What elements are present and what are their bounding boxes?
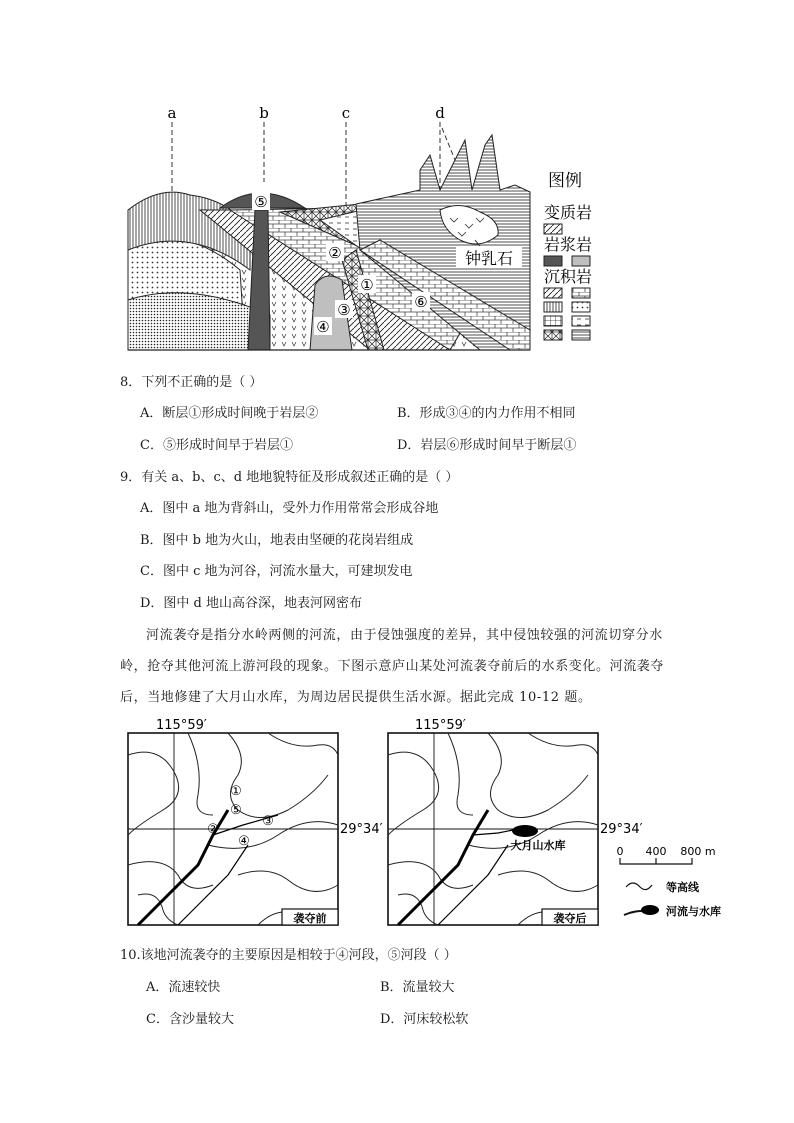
map-before-latitude: 29°34′ — [340, 822, 383, 837]
mark-4: ④ — [316, 318, 330, 336]
legend-sedimentary: 沉积岩 — [543, 267, 593, 286]
q8-stem: 8．下列不正确的是（ ） — [120, 375, 263, 390]
map-before-label: 袭夺前 — [293, 912, 327, 925]
label-d: d — [435, 104, 445, 122]
q10-option-d[interactable]: D．河床较松软 — [380, 1012, 469, 1027]
label-a: a — [167, 104, 177, 122]
scale-end: 800 m — [680, 845, 716, 858]
legend-igneous: 岩浆岩 — [543, 235, 593, 254]
geologic-cross-section — [120, 100, 620, 360]
scale-zero: 0 — [616, 845, 624, 858]
q8-option-d[interactable]: D．岩层⑥形成时间早于断层① — [397, 438, 577, 453]
map-before — [128, 718, 338, 925]
scale-bar — [617, 845, 716, 864]
q9-option-b[interactable]: B．图中 b 地为火山，地表由坚硬的花岗岩组成 — [140, 533, 414, 548]
q8-option-b[interactable]: B．形成③④的内力作用不相同 — [397, 406, 576, 421]
q8-option-c[interactable]: C．⑤形成时间早于岩层① — [140, 438, 293, 453]
passage-line-1: 河流袭夺是指分水岭两侧的河流，由于侵蚀强度的差异，其中侵蚀较强的河流切穿分水 — [146, 628, 663, 643]
q10-option-b[interactable]: B．流量较大 — [380, 980, 455, 995]
map-after-latitude: 29°34′ — [600, 822, 643, 837]
map-mark-1: ① — [230, 784, 242, 799]
map-before-longitude: 115°59′ — [156, 718, 207, 733]
reservoir-label: 大月山水库 — [510, 839, 566, 852]
mark-3: ③ — [337, 301, 351, 319]
mark-2: ② — [328, 244, 342, 262]
stalactite-label: 钟乳石 — [464, 249, 514, 268]
passage-line-2: 岭，抢夺其他河流上游河段的现象。下图示意庐山某处河流袭夺前后的水系变化。河流袭夺 — [120, 659, 665, 674]
legend — [544, 171, 592, 340]
q10-option-a[interactable]: A．流速较快 — [146, 980, 221, 995]
passage-line-3: 后，当地修建了大月山水库，为周边居民提供生活水源。据此完成 10-12 题。 — [120, 690, 592, 705]
mark-5: ⑤ — [254, 193, 268, 211]
map-mark-5: ⑤ — [230, 803, 242, 818]
map-mark-3: ③ — [262, 814, 274, 829]
legend-metamorphic: 变质岩 — [543, 203, 593, 222]
label-b: b — [259, 104, 269, 122]
q9-option-d[interactable]: D．图中 d 地山高谷深，地表河网密布 — [140, 596, 363, 611]
q9-option-c[interactable]: C．图中 c 地为河谷，河流水量大，可建坝发电 — [140, 564, 413, 579]
map-after-label: 袭夺后 — [553, 912, 587, 925]
map-mark-4: ④ — [238, 834, 250, 849]
river-capture-maps — [118, 715, 748, 935]
map-mark-2: ② — [207, 822, 219, 837]
legend-contour: 等高线 — [666, 881, 699, 894]
mark-1: ① — [360, 276, 374, 294]
legend-river-reservoir: 河流与水库 — [666, 905, 721, 918]
map-legend — [624, 880, 721, 918]
legend-title: 图例 — [548, 171, 582, 191]
scale-mid: 400 — [645, 845, 667, 858]
q9-stem: 9．有关 a、b、c、d 地地貌特征及形成叙述正确的是（ ） — [120, 470, 459, 485]
label-c: c — [341, 104, 351, 122]
mark-6: ⑥ — [414, 293, 428, 311]
q10-option-c[interactable]: C．含沙量较大 — [146, 1012, 234, 1027]
map-after — [388, 718, 598, 925]
q9-option-a[interactable]: A．图中 a 地为背斜山，受外力作用常常会形成谷地 — [140, 501, 439, 516]
q8-option-a[interactable]: A．断层①形成时间晚于岩层② — [140, 406, 319, 421]
q10-stem: 10.该地河流袭夺的主要原因是相较于④河段，⑤河段（ ） — [120, 948, 457, 963]
map-after-longitude: 115°59′ — [415, 718, 466, 733]
